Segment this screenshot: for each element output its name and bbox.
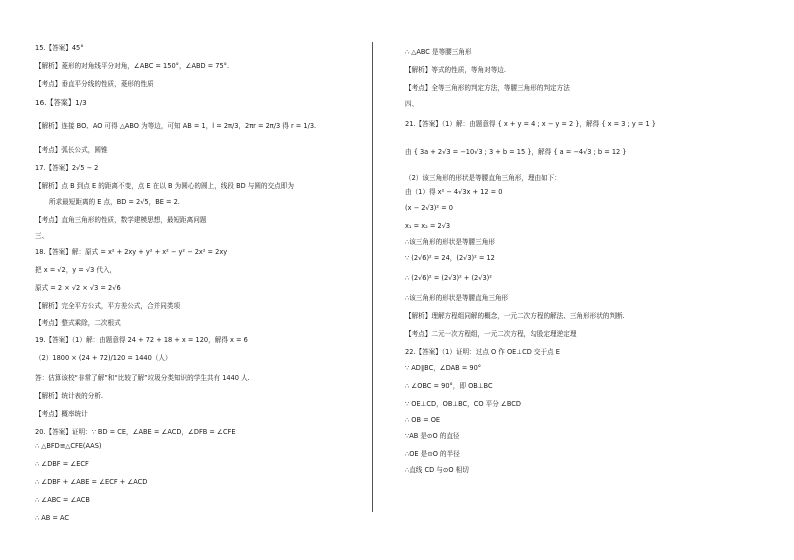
line-q20-step4: ∴ ∠ABC = ∠ACB: [35, 496, 90, 505]
line-q21-part2: （2）该三角形的形状是等腰直角三角形，理由如下：: [405, 174, 561, 183]
line-q20-step2: ∴ ∠DBF = ∠ECF: [35, 460, 89, 469]
section-heading-4: 四、: [405, 100, 419, 109]
line-q21-conclusion: ∴该三角形的形状是等腰直角三角形: [405, 294, 509, 303]
line-q21-analysis: 【解析】理解方程组同解的概念，一元二次方程的解法、三角形形状的判断.: [405, 312, 625, 321]
line-q15-analysis: 【解析】菱形的对角线平分对角，∠ABC = 150°，∠ABD = 75°.: [35, 62, 230, 71]
line-q22-step5: ∵AB 是⊙O 的直径: [405, 432, 460, 441]
line-q21-topic: 【考点】二元一次方程组，一元二次方程，勾股定理逆定理: [405, 330, 577, 339]
line-q18-substitute: 把 x = √2，y = √3 代入，: [35, 266, 117, 275]
line-q19-analysis: 【解析】统计表的分析.: [35, 392, 104, 401]
line-q17-analysis: 【解析】点 B 到点 E 的距离不变，点 E 在以 B 为圆心的圆上，线段 BD 与圆的交点即为: [35, 182, 294, 191]
line-q19-topic: 【考点】概率统计: [35, 410, 88, 419]
line-q22-answer: 22.【答案】（1）证明：过点 O 作 OE⊥CD 交于点 E: [405, 348, 560, 357]
line-q19-conclusion: 答：估算该校“非常了解”和“比较了解”垃圾分类知识的学生共有 1440 人.: [35, 374, 250, 383]
line-q19-part2: （2）1800 × (24 + 72)/120 = 1440（人）: [35, 354, 172, 363]
line-q21-system2: 由 { 3a + 2√3 = −10√3 ; 3 + b = 15 }，解得 { a = −4√3 ; b = 12 }: [405, 148, 627, 157]
line-q22-conclusion: ∴直线 CD 与⊙O 相切: [405, 466, 469, 475]
line-q20-answer: 20.【答案】证明：∵ BD = CE，∠ABE = ∠ACD，∠DFB = ∠CFE: [35, 428, 236, 437]
line-q15-answer: 15.【答案】45°: [35, 44, 84, 53]
line-q16-analysis: 【解析】连接 BO、AO 可得 △ABO 为等边，可知 AB = 1，l = 2π/3，2πr = 2π/3 得 r = 1/3.: [35, 122, 317, 131]
line-q21-pythagoras: ∴ (2√6)² = (2√3)² + (2√3)²: [405, 274, 492, 283]
line-q18-topic: 【考点】整式乘除，二次根式: [35, 319, 121, 328]
line-q20-step5: ∴ AB = AC: [35, 514, 70, 523]
line-q20-topic: 【考点】全等三角形的判定方法，等腰三角形的判定方法: [405, 84, 570, 93]
line-q22-step4: ∴ OB = OE: [405, 416, 441, 425]
line-q21-square: (x − 2√3)² = 0: [405, 204, 453, 213]
section-heading-3: 三、: [35, 232, 49, 241]
line-q22-step2: ∴ ∠OBC = 90°，即 OB⊥BC: [405, 382, 493, 391]
line-q20-analysis: 【解析】等式的性质，等角对等边.: [405, 66, 507, 75]
line-q22-step6: ∴OE 是⊙O 的半径: [405, 450, 460, 459]
line-q21-roots: x₁ = x₂ = 2√3: [405, 222, 451, 231]
line-q18-answer: 18.【答案】解：原式 = x² + 2xy + y² + x² − y² − 2x² = 2xy: [35, 248, 228, 257]
line-q21-answer: 21.【答案】（1）解：由题意得 { x + y = 4 ; x − y = 2 }，解得 { x = 3 ; y = 1 }: [405, 120, 656, 129]
line-q17-topic: 【考点】直角三角形的性质，数学建模思想，最短距离问题: [35, 216, 207, 225]
line-q20-conclusion: ∴ △ABC 是等腰三角形: [405, 48, 472, 57]
line-q20-step3: ∴ ∠DBF + ∠ABE = ∠ECF + ∠ACD: [35, 478, 148, 487]
line-q17-answer: 17.【答案】2√5 − 2: [35, 164, 99, 173]
line-q17-analysis-cont: 所求最短距离的 E 点，BD = 2√5，BE = 2.: [49, 198, 180, 207]
line-q22-step1: ∵ AD∥BC，∠DAB = 90°: [405, 364, 482, 373]
line-q16-topic: 【考点】弧长公式，圆锥: [35, 146, 108, 155]
line-q15-topic: 【考点】垂直平分线的性质，菱形的性质: [35, 80, 154, 89]
line-q21-squares: ∵ (2√6)² = 24，(2√3)² = 12: [405, 254, 495, 263]
line-q19-answer: 19.【答案】（1）解：由题意得 24 + 72 + 18 + x = 120，解得 x = 6: [35, 336, 248, 345]
line-q20-step1: ∴ △BFD≌△CFE(AAS): [35, 442, 102, 451]
line-q18-result: 原式 = 2 × √2 × √3 = 2√6: [35, 284, 121, 293]
line-q22-step3: ∵ OE⊥CD，OB⊥BC，CO 平分 ∠BCD: [405, 400, 521, 409]
line-q21-equation: 由（1）得 x² − 4√3x + 12 = 0: [405, 188, 503, 197]
line-q18-analysis: 【解析】完全平方公式，平方差公式，合并同类项: [35, 302, 181, 311]
line-q21-isosceles: ∴该三角形的形状是等腰三角形: [405, 238, 495, 247]
column-divider: [372, 42, 373, 512]
line-q16-answer: 16.【答案】1/3: [35, 97, 87, 107]
